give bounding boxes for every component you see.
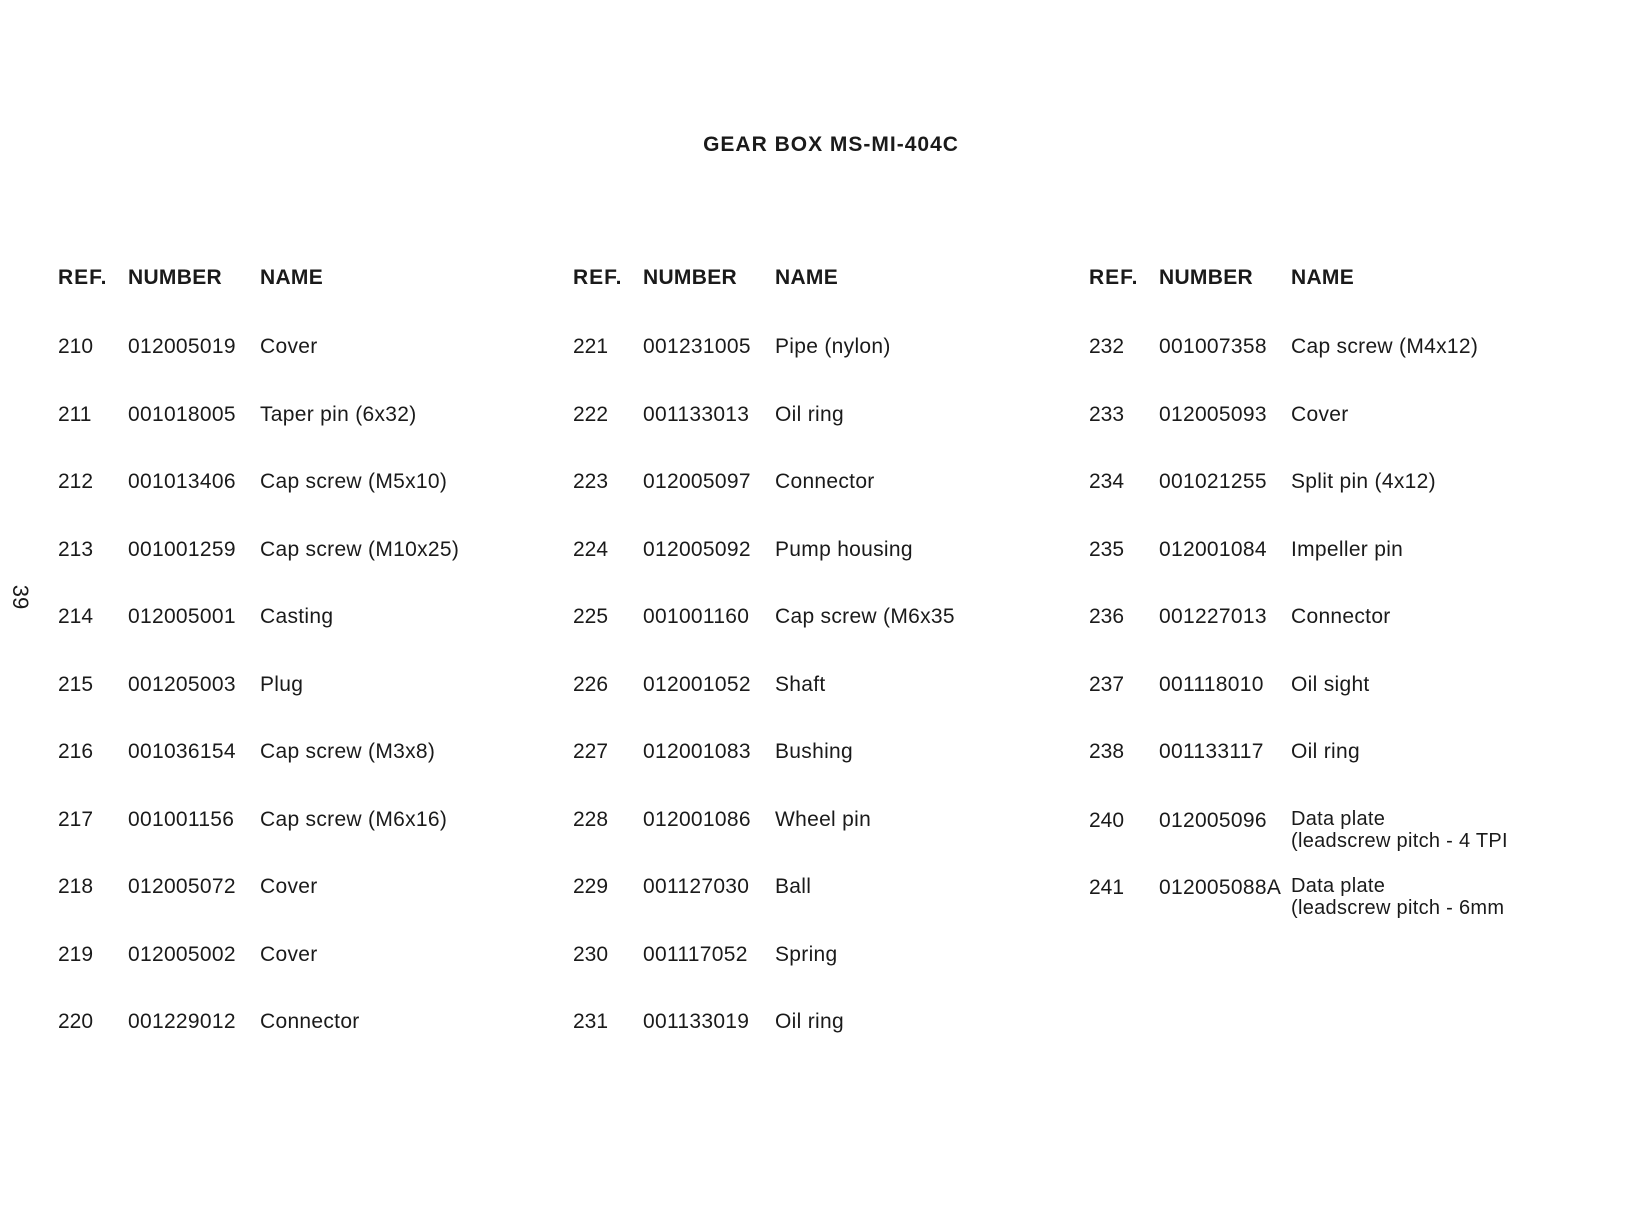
part-ref: 238 <box>1089 740 1125 763</box>
number-header: NUMBER <box>643 266 737 289</box>
part-name <box>1291 875 1504 919</box>
part-name <box>775 403 844 427</box>
part-name-line: Ball <box>775 875 812 898</box>
ref-header: REF. <box>573 266 623 289</box>
part-name <box>260 1010 360 1034</box>
part-number: 001001259 <box>128 537 236 561</box>
part-row <box>58 470 558 538</box>
number-header: NUMBER <box>128 266 222 289</box>
part-number: 001117052 <box>643 942 748 966</box>
part-name <box>1291 403 1349 427</box>
part-row <box>58 403 558 471</box>
parts-column-3 <box>1089 266 1589 943</box>
part-name <box>260 673 303 697</box>
part-row <box>573 403 1073 471</box>
number-header: NUMBER <box>1159 266 1253 289</box>
part-ref: 235 <box>1089 537 1125 561</box>
part-name-line: Oil ring <box>775 402 844 426</box>
part-name-line: Casting <box>260 605 334 628</box>
parts-list <box>58 335 558 1078</box>
part-row <box>1089 740 1589 808</box>
part-row <box>573 335 1073 403</box>
part-name <box>260 605 333 629</box>
part-number: 012005019 <box>128 335 236 358</box>
part-name-line: Data plate <box>1291 807 1386 830</box>
part-row <box>1089 673 1589 741</box>
part-row <box>1089 875 1589 943</box>
part-name <box>775 335 891 359</box>
part-row <box>58 808 558 876</box>
part-ref: 234 <box>1089 470 1125 493</box>
part-ref: 226 <box>573 672 609 696</box>
part-number: 012001052 <box>643 672 751 696</box>
part-name-line: Connector <box>775 470 875 493</box>
part-number: 001227013 <box>1159 605 1267 628</box>
part-name-line: Split pin (4x12) <box>1291 470 1436 493</box>
part-row <box>573 740 1073 808</box>
part-row <box>573 673 1073 741</box>
part-name <box>1291 808 1508 852</box>
part-name-line: Cover <box>260 875 318 898</box>
part-name-line: Pump housing <box>775 537 913 561</box>
part-name <box>775 875 811 899</box>
part-row <box>58 605 558 673</box>
part-ref: 224 <box>573 537 609 561</box>
part-ref: 228 <box>573 807 609 831</box>
part-ref: 237 <box>1089 672 1125 696</box>
part-name <box>1291 538 1403 562</box>
part-row <box>58 673 558 741</box>
part-name-line: Oil ring <box>775 1010 844 1033</box>
part-name-line: Plug <box>260 672 304 696</box>
part-number: 001133013 <box>643 402 750 426</box>
column-header-row <box>1089 266 1589 335</box>
part-name-line: Pipe (nylon) <box>775 335 891 358</box>
part-row <box>573 808 1073 876</box>
part-ref: 217 <box>58 807 94 831</box>
part-name <box>775 943 838 967</box>
part-number: 001133117 <box>1159 740 1264 763</box>
part-name-line: Cap screw (M4x12) <box>1291 335 1479 358</box>
part-number: 001118010 <box>1159 672 1264 696</box>
part-name-line: Cover <box>1291 402 1349 426</box>
part-row <box>573 470 1073 538</box>
part-ref: 227 <box>573 740 609 763</box>
part-number: 012001084 <box>1159 537 1267 561</box>
part-ref: 219 <box>58 942 94 966</box>
part-name <box>260 538 459 562</box>
part-name <box>260 740 435 764</box>
part-name-line: (leadscrew pitch - 4 TPI <box>1291 829 1508 852</box>
part-ref: 241 <box>1089 876 1125 899</box>
part-number: 001036154 <box>128 740 236 763</box>
page-title: GEAR BOX MS-MI-404C <box>703 133 959 156</box>
part-ref: 223 <box>573 470 609 493</box>
part-row <box>573 605 1073 673</box>
part-number: 001007358 <box>1159 335 1267 358</box>
part-name-line: Cover <box>260 335 318 358</box>
part-name <box>260 470 447 494</box>
part-name <box>260 875 318 899</box>
ref-header: REF. <box>1089 266 1139 289</box>
parts-column-1 <box>58 266 558 1078</box>
part-name <box>775 808 871 832</box>
part-ref: 240 <box>1089 808 1125 832</box>
part-name <box>775 538 913 562</box>
part-row <box>58 943 558 1011</box>
part-row <box>58 740 558 808</box>
part-ref: 231 <box>573 1010 609 1033</box>
part-ref: 232 <box>1089 335 1125 358</box>
parts-list <box>573 335 1073 1078</box>
part-number: 001231005 <box>643 335 751 358</box>
part-ref: 230 <box>573 942 609 966</box>
part-number: 012005096 <box>1159 808 1267 832</box>
column-header-row <box>58 266 558 335</box>
part-row <box>58 875 558 943</box>
part-number: 001127030 <box>643 875 750 898</box>
part-number: 012005097 <box>643 470 751 493</box>
ref-header: REF. <box>58 266 108 289</box>
part-ref: 229 <box>573 875 609 898</box>
part-name-line: Spring <box>775 942 838 966</box>
part-name-line: Impeller pin <box>1291 537 1404 561</box>
part-ref: 216 <box>58 740 94 763</box>
part-number: 012001083 <box>643 740 751 763</box>
part-name <box>1291 335 1478 359</box>
part-name <box>1291 673 1370 697</box>
part-name-line: Connector <box>260 1010 360 1033</box>
part-name-line: Wheel pin <box>775 807 872 831</box>
part-name-line: Taper pin (6x32) <box>260 402 417 426</box>
part-row <box>573 538 1073 606</box>
part-ref: 214 <box>58 605 94 628</box>
part-name-line: Data plate <box>1291 875 1386 897</box>
part-ref: 211 <box>58 402 92 426</box>
part-row <box>573 943 1073 1011</box>
part-name <box>1291 740 1360 764</box>
part-number: 001205003 <box>128 672 236 696</box>
part-number: 001001156 <box>128 807 235 831</box>
part-row <box>58 335 558 403</box>
part-number: 012005072 <box>128 875 236 898</box>
part-name-line: Cover <box>260 942 318 966</box>
column-header-row <box>573 266 1073 335</box>
part-name <box>775 1010 844 1034</box>
part-row <box>1089 538 1589 606</box>
parts-list <box>1089 335 1589 943</box>
part-name-line: Bushing <box>775 740 853 763</box>
part-ref: 210 <box>58 335 94 358</box>
part-name <box>775 740 853 764</box>
part-name-line: Cap screw (M5x10) <box>260 470 448 493</box>
part-ref: 218 <box>58 875 94 898</box>
part-name-line: Oil sight <box>1291 672 1370 696</box>
part-name <box>775 470 875 494</box>
part-ref: 220 <box>58 1010 94 1033</box>
part-number: 001021255 <box>1159 470 1267 493</box>
part-number: 012005001 <box>128 605 236 628</box>
parts-column-2 <box>573 266 1073 1078</box>
part-number: 012005092 <box>643 537 751 561</box>
part-name-line: Cap screw (M10x25) <box>260 537 460 561</box>
name-header: NAME <box>260 266 324 289</box>
part-row <box>58 538 558 606</box>
part-ref: 212 <box>58 470 94 493</box>
part-row <box>1089 403 1589 471</box>
part-number: 012005002 <box>128 942 236 966</box>
part-row <box>1089 470 1589 538</box>
part-name <box>1291 605 1391 629</box>
part-ref: 233 <box>1089 402 1125 426</box>
part-number: 012001086 <box>643 807 751 831</box>
part-ref: 236 <box>1089 605 1125 628</box>
part-ref: 225 <box>573 605 609 628</box>
part-row <box>1089 335 1589 403</box>
part-name <box>1291 470 1436 494</box>
part-name-line: Cap screw (M6x35 <box>775 605 955 628</box>
part-name <box>260 943 318 967</box>
part-row <box>58 1010 558 1078</box>
part-name-line: Cap screw (M3x8) <box>260 740 436 763</box>
page-number: 39 <box>8 584 34 610</box>
part-name <box>260 808 447 832</box>
part-row <box>1089 605 1589 673</box>
part-number: 001133019 <box>643 1010 750 1033</box>
part-name-line: Shaft <box>775 672 826 696</box>
part-name-line: (leadscrew pitch - 6mm <box>1291 897 1505 919</box>
name-header: NAME <box>1291 266 1355 289</box>
part-ref: 215 <box>58 672 94 696</box>
part-name <box>260 335 318 359</box>
part-name <box>260 403 417 427</box>
part-row <box>573 875 1073 943</box>
name-header: NAME <box>775 266 839 289</box>
part-name <box>775 673 826 697</box>
part-row <box>1089 808 1589 876</box>
part-name-line: Connector <box>1291 605 1391 628</box>
part-number: 001229012 <box>128 1010 236 1033</box>
part-ref: 221 <box>573 335 609 358</box>
part-name <box>775 605 955 629</box>
part-number: 001001160 <box>643 605 750 628</box>
part-name-line: Cap screw (M6x16) <box>260 807 448 831</box>
part-number: 012005088A <box>1159 876 1282 899</box>
part-number: 012005093 <box>1159 402 1267 426</box>
part-number: 001018005 <box>128 402 236 426</box>
part-row <box>573 1010 1073 1078</box>
part-number: 001013406 <box>128 470 236 493</box>
part-ref: 222 <box>573 402 609 426</box>
part-ref: 213 <box>58 537 94 561</box>
part-name-line: Oil ring <box>1291 740 1360 763</box>
